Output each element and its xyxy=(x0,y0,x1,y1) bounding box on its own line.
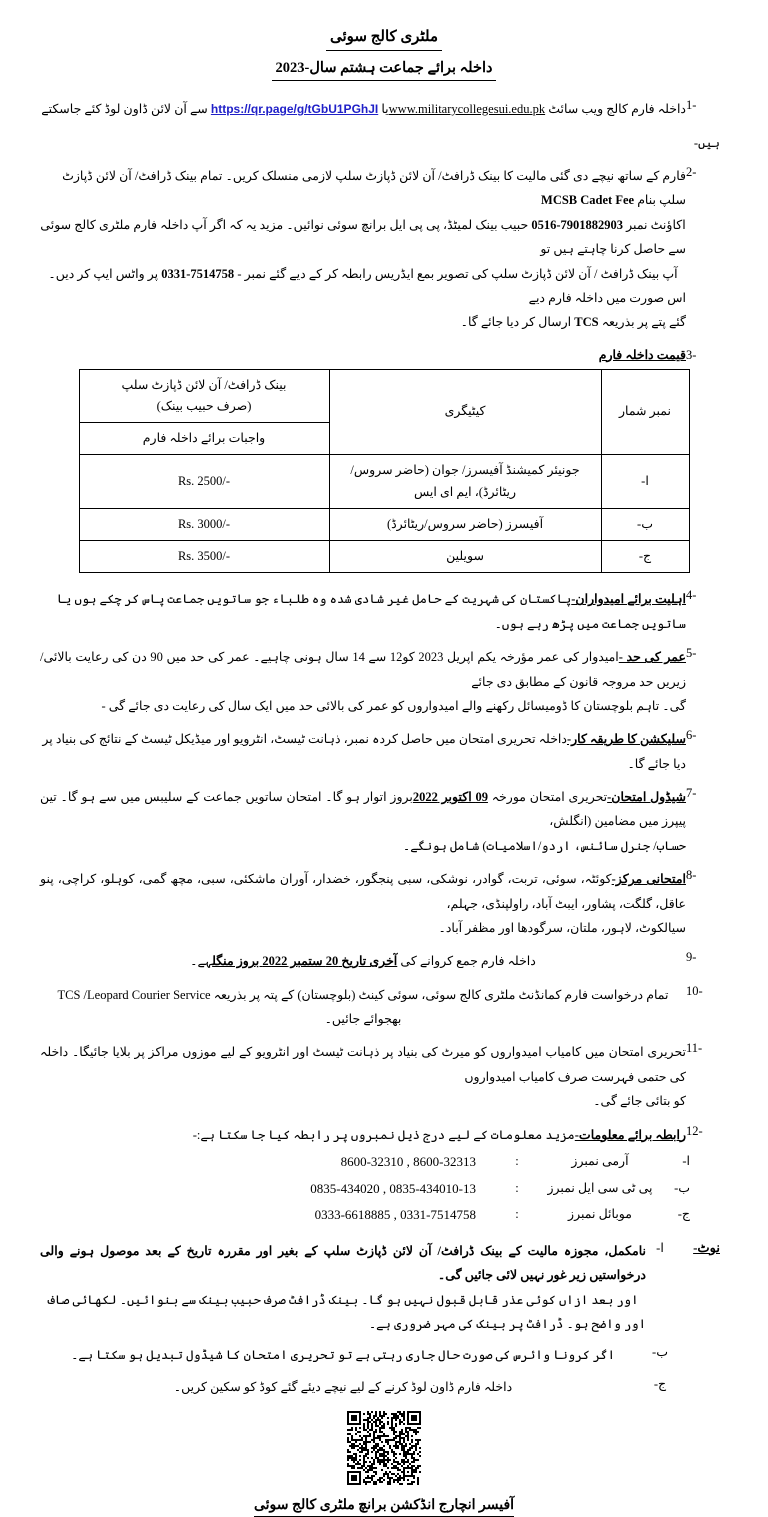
clause-1 xyxy=(40,97,720,121)
note-item-2-mark: ب- xyxy=(652,1345,668,1360)
fee-row-1-serial: ا- xyxy=(601,455,689,509)
fee-row-2-amount: Rs. 3000/- xyxy=(79,508,329,540)
note-item-1-continuation: اور بعد ازاں کوئی عذر قابل قبول نہیں ہو گا۔ بینک ڈرافٹ صرف حبیب بینک سے بنوائیں۔ لکھائی صاف اور واضح ہو۔ ڈرافٹ پر بینک کی مہر ضروری ہے۔ xyxy=(47,1292,646,1331)
clause-10-body xyxy=(40,983,686,1032)
fee-col-header-bank xyxy=(79,369,329,423)
clause-5-text-b: 12 سے 14 سال ہونی چاہیے۔ عمر کی حد میں 90 دن کی رعایت بالائی/زیریں حد مروجہ قانون کے مطابق دی جائے xyxy=(40,650,686,689)
fee-section-number: 3- xyxy=(686,347,697,362)
fee-section-title: قیمت داخلہ فارم xyxy=(598,347,686,362)
fee-col-header-bank-line2: (صرف حبیب بینک) xyxy=(156,398,252,413)
college-website-url[interactable]: www.militarycollegesui.edu.pk xyxy=(388,102,546,117)
contact-section-text: مزید معلومات کے لیے درج ذیل نمبروں پر رابطہ کیا جا سکتا ہے:- xyxy=(192,1127,575,1142)
clause-7 xyxy=(40,785,720,858)
clause-4 xyxy=(40,587,720,636)
clause-11-text: تحریری امتحان میں کامیاب امیدواروں کو میرٹ کی بنیاد پر ذہانت ٹیسٹ اور انٹرویو کے لیے موزوں مراکز پر بلایا جائیگا۔ داخلہ کی حتمی فہرست صرف کامیاب امیدواروں xyxy=(40,1045,686,1084)
clause-4-lead: اہلیت برائے امیدواران- xyxy=(571,592,686,607)
fee-table-header-row xyxy=(79,369,689,423)
note-item-1-body xyxy=(40,1239,646,1337)
fee-section-header xyxy=(0,347,768,363)
fee-row-3-serial: ج- xyxy=(601,541,689,573)
clause-7-lead: شیڈول امتحان- xyxy=(607,790,687,805)
note-section xyxy=(0,1239,768,1399)
clause-8 xyxy=(40,867,720,940)
document-header xyxy=(0,0,768,81)
clause-11-continuation: کو بتائی جائے گی۔ xyxy=(593,1094,686,1109)
ptcl-phone-numbers: 0835-434020 , 0835-434010-13 xyxy=(310,1180,476,1196)
clause-1-number: 1- xyxy=(686,98,697,113)
qr-code-icon[interactable] xyxy=(347,1411,421,1485)
fee-col-header-serial: نمبر شمار xyxy=(601,369,689,455)
clause-2-line-2-prefix: اکاؤنٹ نمبر xyxy=(626,217,686,232)
clause-5-text-a: امیدوار کی عمر مؤرخہ یکم اپریل 2023 کو xyxy=(402,650,619,665)
fee-row-1-category: جونیئر کمیشنڈ آفیسرز/ جوان (حاضر سروس/ریٹائرڈ)، ایم ای ایس xyxy=(329,455,601,509)
note-section-title: نوٹ- xyxy=(693,1239,720,1255)
clause-list-main xyxy=(0,587,768,1147)
clause-5-continuation: گی۔ تاہم بلوچستان کا ڈومیسائل رکھنے والے امیدواروں کو عمر کی بالائی حد میں ایک سال کی رعایت دی جائے گی - xyxy=(101,698,686,713)
clause-7-number: 7- xyxy=(686,786,697,801)
fee-col-header-dues: واجبات برائے داخلہ فارم xyxy=(79,423,329,455)
page-title: ملٹری کالج سوئی xyxy=(326,26,442,51)
clause-2-line-3-text: پر واٹس ایپ کر دیں۔ اس صورت میں داخلہ فارم دیے xyxy=(48,266,686,305)
clause-11-number: 11- xyxy=(686,1041,703,1056)
clause-9 xyxy=(40,949,720,973)
qr-page-link[interactable]: https://qr.page/g/tGbU1PGhJI xyxy=(210,102,379,117)
clause-2-line-1 xyxy=(40,164,686,213)
header-title-line xyxy=(0,26,768,51)
clause-8-continuation: سیالکوٹ، لاہور، ملتان، سرگودھا اور مظفر آباد۔ xyxy=(438,920,686,935)
page-subtitle: داخلہ برائے جماعت ہشتم سال-2023 xyxy=(272,58,497,82)
contact-row-army xyxy=(0,1149,768,1176)
clause-12-number: 12- xyxy=(686,1123,703,1138)
note-item-3-text: داخلہ فارم ڈاون لوڈ کرنے کے لیے نیچے دیئے گئے کوڈ کو سکین کریں۔ xyxy=(173,1379,513,1394)
note-item-1 xyxy=(40,1239,720,1337)
note-spacer-2 xyxy=(674,1343,720,1367)
clause-9-text-a: داخلہ فارم جمع کروانے کی xyxy=(400,954,536,969)
clause-6 xyxy=(40,727,720,776)
note-item-1-mark: ا- xyxy=(656,1240,664,1255)
clause-8-body xyxy=(40,867,686,940)
clause-9-body xyxy=(40,949,686,973)
note-item-3-mark: ج- xyxy=(653,1376,667,1391)
contact-section-lead: رابطہ برائے معلومات- xyxy=(574,1127,686,1142)
clause-9-number: 9- xyxy=(686,950,697,965)
qr-code-container xyxy=(0,1411,768,1490)
clause-6-number: 6- xyxy=(686,728,697,743)
clause-2-line-3-prefix: آپ بینک ڈرافٹ / آن لائن ڈپازٹ سلپ کی تصویر بمع ایڈریس رابطہ کر کے دیے گئے نمبر - xyxy=(237,266,678,281)
contact-row-ptcl-label: پی ٹی سی ایل نمبرز xyxy=(547,1180,653,1195)
clause-2-line-2-text: حبیب بینک لمیٹڈ، پی پی ایل برانچ سوئی نوائیں۔ مزید یہ کہ اگر آپ داخلہ فارم ملٹری کالج سوئی سے حاصل کرنا چاہتے ہیں تو xyxy=(40,217,686,257)
contact-row-ptcl-mark: ب- xyxy=(674,1180,690,1195)
fee-row-2-serial: ب- xyxy=(601,508,689,540)
clause-10-number: 10- xyxy=(686,983,703,998)
clause-11-body xyxy=(40,1040,686,1113)
contact-row-mobile-mark: ج- xyxy=(677,1207,690,1222)
clause-4-body xyxy=(40,587,686,636)
clause-8-number: 8- xyxy=(686,868,697,883)
submission-deadline: آخری تاریخ 20 ستمبر 2022 بروز منگل xyxy=(212,954,398,969)
clause-8-text: کوئٹہ، سوئی، تربت، گوادر، نوشکی، سبی پنجگور، خضدار، آوران ماشکئی، سبی، مچھ گمی، کوہلو، کراچی، پنو عاقل، گلگت، پشاور، ایبٹ آباد، راولپنڈی، جہلم، xyxy=(40,872,686,911)
clause-9-text-b: ہے۔ xyxy=(190,954,213,969)
contact-row-mobile xyxy=(0,1202,768,1229)
clause-5-lead: عمر کی حد - xyxy=(618,650,686,665)
clause-2-line-4-prefix: گئے پتے پر بذریعہ xyxy=(601,315,686,330)
note-item-1-text: نامکمل، مجوزہ مالیت کے بینک ڈرافٹ/ آن لائن ڈپازٹ سلپ کے بغیر اور مقررہ تاریخ کے بعد موصول ہونے والی درخواستیں زیر غور نہیں لائی جائیں گی۔ xyxy=(40,1243,646,1283)
clause-2-line-4-text: ارسال کر دیا جائے گا۔ xyxy=(460,315,572,330)
fee-row-2-category: آفیسرز (حاضر سروس/ریٹائرڈ) xyxy=(329,508,601,540)
clause-2-body xyxy=(40,164,686,335)
army-phone-numbers: 8600-32310 , 8600-32313 xyxy=(340,1153,476,1169)
clause-10-text-a: تمام درخواست فارم کمانڈنٹ ملٹری کالج سوئی، سوئی کینٹ (بلوچستان) کے پتہ پر بذریعہ xyxy=(213,987,669,1002)
clause-5-body xyxy=(40,645,686,718)
clause-6-text: داخلہ تحریری امتحان میں حاصل کردہ نمبر، ذہانت ٹیسٹ، انٹرویو اور میڈیکل ٹیسٹ کے نتائج کی بنیاد پر دیا جائے گا۔ xyxy=(42,732,686,771)
contact-row-mobile-colon: : xyxy=(515,1207,519,1222)
footer-signature-block xyxy=(0,1496,768,1517)
clause-7-body xyxy=(40,785,686,858)
contact-row-ptcl xyxy=(0,1176,768,1203)
clause-2-line-4 xyxy=(40,310,686,334)
clause-4-number: 4- xyxy=(686,588,697,603)
clause-10 xyxy=(40,983,720,1032)
clause-2-line-1-text: فارم کے ساتھ نیچے دی گئی مالیت کا بینک ڈرافٹ/ آن لائن ڈپازٹ سلپ لازمی منسلک کریں۔ تمام بینک ڈرافٹ/ آن لائن ڈپازٹ سلپ بنام xyxy=(62,169,686,208)
clause-11 xyxy=(40,1040,720,1113)
contact-row-ptcl-colon: : xyxy=(515,1180,519,1195)
header-subtitle-line xyxy=(0,51,768,82)
clause-6-lead: سلیکشن کا طریقہ کار- xyxy=(566,732,686,747)
note-item-3 xyxy=(40,1375,720,1399)
clause-1-text-middle: یا xyxy=(381,102,389,117)
note-spacer-3 xyxy=(674,1375,720,1399)
clause-1-body xyxy=(40,97,686,121)
clause-list-top xyxy=(0,97,768,334)
clause-10-text-b: بھجوائے جائیں۔ xyxy=(324,1012,402,1027)
table-row xyxy=(79,508,689,540)
exam-date: 09 اکتوبر 2022 xyxy=(412,790,488,805)
clause-12-body xyxy=(40,1123,686,1147)
contact-row-army-colon: : xyxy=(515,1153,519,1168)
note-item-2 xyxy=(40,1343,720,1367)
footer-signature: آفیسر انچارج انڈکشن برانچ ملٹری کالج سوئی xyxy=(254,1497,514,1517)
clause-1-continuation: ہیں- xyxy=(693,135,720,150)
fee-row-1-amount: Rs. 2500/- xyxy=(79,455,329,509)
clause-2-line-3 xyxy=(40,262,686,311)
clause-4-text: پاکستان کی شہریت کے حامل غیر شادی شدہ وہ طلباء جو ساتویں جماعت پاس کر چکے ہوں یا ساتویں جماعت میں پڑھ رہے ہوں۔ xyxy=(56,592,686,631)
contact-number-list xyxy=(0,1149,768,1229)
clause-5 xyxy=(40,645,720,718)
clause-8-lead: امتحانی مرکز- xyxy=(611,872,686,887)
clause-5-number: 5- xyxy=(686,646,697,661)
fee-col-header-bank-line1: بینک ڈرافٹ/ آن لائن ڈپازٹ سلپ xyxy=(121,377,287,392)
fee-table xyxy=(79,369,690,574)
clause-2-number: 2- xyxy=(686,165,697,180)
bank-account-number: 0516-7901882903 xyxy=(531,217,624,232)
cadet-fee-account-title: MCSB Cadet Fee xyxy=(541,193,635,208)
clause-7-text-a: تحریری امتحان مورخہ xyxy=(491,790,608,805)
mobile-phone-numbers: 0333-6618885 , 0331-7514758 xyxy=(314,1207,476,1223)
table-row xyxy=(79,455,689,509)
table-row xyxy=(79,541,689,573)
note-item-2-text: اگر کرونا وائرس کی صورت حال جاری رہتی ہے تو تحریری امتحان کا شیڈول تبدیل ہو سکتا ہے۔ xyxy=(71,1348,615,1363)
clause-1-text-after: سے آن لائن ڈاون لوڈ کئے جاسکتے xyxy=(41,102,208,117)
courier-service-name: TCS /Leopard Courier Service xyxy=(57,987,211,1002)
fee-row-3-category: سویلین xyxy=(329,541,601,573)
clause-6-body xyxy=(40,727,686,776)
clause-7-continuation: حساب/ جنرل سائنس، اردو/اسلامیات) شامل ہونگے۔ xyxy=(402,838,686,853)
courier-tcs-label: TCS xyxy=(574,315,599,330)
clause-1-text-before: داخلہ فارم کالج ویب سائٹ xyxy=(548,102,686,117)
contact-row-army-mark: ا- xyxy=(682,1153,690,1168)
clause-7-text-b: بروز اتوار ہو گا۔ امتحان ساتویں جماعت کے سلیبس میں سے ہو گا۔ تین پیپرز میں مضامین (انگلش، xyxy=(40,790,686,829)
clause-2 xyxy=(40,164,720,335)
whatsapp-number: 0331-7514758 xyxy=(161,266,235,281)
clause-2-line-2 xyxy=(40,213,686,262)
clause-12 xyxy=(40,1123,720,1147)
fee-row-3-amount: Rs. 3500/- xyxy=(79,541,329,573)
contact-row-army-label: آرمی نمبرز xyxy=(571,1153,629,1168)
fee-col-header-category: کیٹیگری xyxy=(329,369,601,455)
contact-row-mobile-label: موبائل نمبرز xyxy=(568,1207,632,1222)
